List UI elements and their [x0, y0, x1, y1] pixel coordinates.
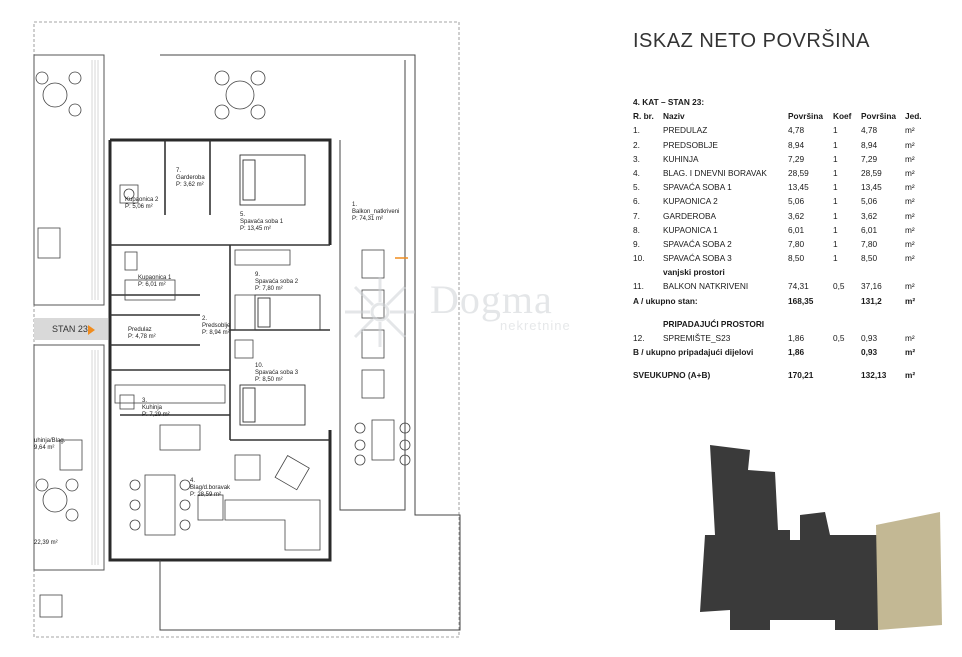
building-silhouette [690, 440, 950, 640]
table-header-row: R. br. Naziv Površina Koef Površina Jed. [633, 111, 922, 122]
label-garderoba: 7. Garderoba P: 3,62 m² [176, 168, 205, 188]
page-title: ISKAZ NETO POVRŠINA [633, 30, 870, 52]
table-row: 1. PREDULAZ 4,78 1 4,78 m² [633, 125, 915, 136]
label-predsoblje: 2. Predsoblje P: 8,94 m² [202, 316, 231, 336]
table-row: 6. KUPAONICA 2 5,06 1 5,06 m² [633, 196, 915, 207]
label-predulaz: Predulaz P: 4,78 m² [128, 327, 156, 340]
belonging-header: PRIPADAJUĆI PROSTORI [663, 318, 765, 329]
table-row: 9. SPAVAĆA SOBA 2 7,80 1 7,80 m² [633, 238, 915, 249]
table-row: 10. SPAVAĆA SOBA 3 8,50 1 8,50 m² [633, 253, 915, 264]
table-row: 11. BALKON NATKRIVENI 74,31 0,5 37,16 m² [633, 281, 915, 292]
label-neighbor1: uhinja/Blag. 9,64 m² [34, 438, 66, 451]
label-balkon: 1. Balkon_natkriveni P: 74,31 m² [352, 202, 400, 222]
total-row: SVEUKUPNO (A+B) 170,21 132,13 m² [633, 370, 916, 381]
label-neighbor2: 22,39 m² [34, 540, 58, 546]
subtotal-a-row: A / ukupno stan: 168,35 131,2 m² [633, 295, 916, 306]
highlighted-unit [876, 512, 942, 630]
floor-plan [0, 0, 470, 657]
building-key-map [690, 440, 950, 640]
label-boravak: 4. Blag/d.boravak P: 28,59 m² [190, 478, 231, 498]
outdoor-header: vanjski prostori [663, 267, 725, 278]
table-row: 12. SPREMIŠTE_S23 1,86 0,5 0,93 m² [633, 333, 915, 343]
entrance-arrow-icon [88, 325, 95, 335]
table-row: 3. KUHINJA 7,29 1 7,29 m² [633, 153, 915, 164]
label-kupaonica2: Kupaonica 2 P: 5,06 m² [125, 197, 159, 210]
table-row: 7. GARDEROBA 3,62 1 3,62 m² [633, 210, 915, 221]
area-table [633, 95, 933, 383]
label-soba1: 5. Spavaća soba 1 P: 13,45 m² [240, 212, 284, 232]
watermark-brand: Dogma [430, 277, 553, 322]
table-row: 8. KUPAONICA 1 6,01 1 6,01 m² [633, 224, 915, 235]
apartment-header: 4. KAT – STAN 23: [633, 97, 705, 107]
label-kuhinja: 3. Kuhinja P: 7,29 m² [142, 398, 170, 418]
label-kupaonica1: Kupaonica 1 P: 6,01 m² [138, 275, 172, 288]
table-row: 5. SPAVAĆA SOBA 1 13,45 1 13,45 m² [633, 182, 915, 193]
table-row: 2. PREDSOBLJE 8,94 1 8,94 m² [633, 139, 915, 150]
table-row: 4. BLAG. I DNEVNI BORAVAK 28,59 1 28,59 m² [633, 167, 915, 178]
stan-23-tag: STAN 23 [34, 318, 108, 340]
subtotal-b-row: B / ukupno pripadajući dijelovi 1,86 0,93 m² [633, 347, 916, 358]
watermark-sub: nekretnine [500, 318, 571, 333]
label-soba3: 10. Spavaća soba 3 P: 8,50 m² [255, 363, 299, 383]
label-soba2: 9. Spavaća soba 2 P: 7,80 m² [255, 272, 299, 292]
